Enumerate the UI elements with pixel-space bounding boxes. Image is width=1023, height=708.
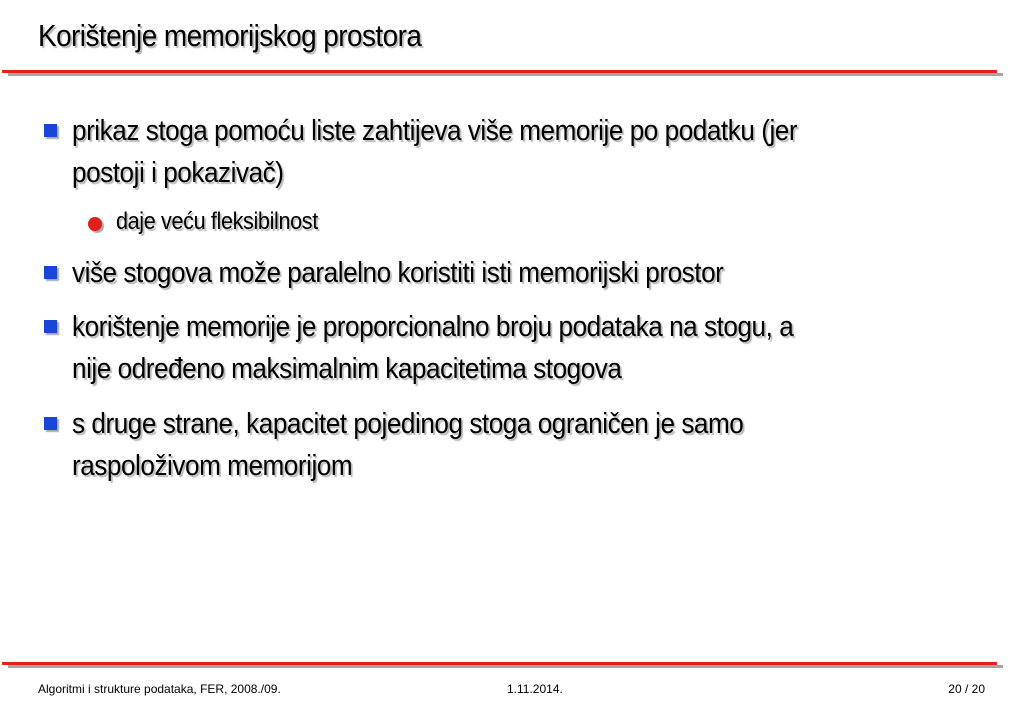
- sub-bullet-text: daje veću fleksibilnost: [116, 208, 318, 235]
- bullet-line: korištenje memorije je proporcionalno broju podataka na stogu, a: [72, 311, 794, 343]
- slide-title: Korištenje memorijskog prostora: [38, 18, 422, 53]
- square-bullet-icon: [44, 266, 57, 279]
- sub-bullet-item: [116, 207, 318, 237]
- square-bullet-icon: [44, 320, 57, 333]
- square-bullet-icon: [44, 124, 57, 137]
- footer-divider: [2, 662, 997, 668]
- bullet-item: [72, 252, 723, 294]
- footer-page-number: 20 / 20: [948, 682, 985, 696]
- bullet-line: prikaz stoga pomoću liste zahtijeva više memorije po podatku (jer: [72, 115, 798, 147]
- bullet-line: više stogova može paralelno koristiti isti memorijski prostor: [72, 257, 724, 289]
- round-bullet-icon: [88, 217, 102, 231]
- bullet-item: [72, 306, 793, 390]
- bullet-item: [72, 110, 797, 194]
- bullet-line: nije određeno maksimalnim kapacitetima stogova: [72, 353, 622, 385]
- bullet-item: [72, 403, 743, 487]
- bullet-line: raspoloživom memorijom: [72, 450, 353, 482]
- square-bullet-icon: [44, 417, 57, 430]
- bullet-line: s druge strane, kapacitet pojedinog stoga ograničen je samo: [72, 408, 744, 440]
- footer-date: 1.11.2014.: [507, 682, 563, 696]
- footer-course: Algoritmi i strukture podataka, FER, 2008./09.: [38, 682, 281, 696]
- bullet-line: postoji i pokazivač): [72, 157, 284, 189]
